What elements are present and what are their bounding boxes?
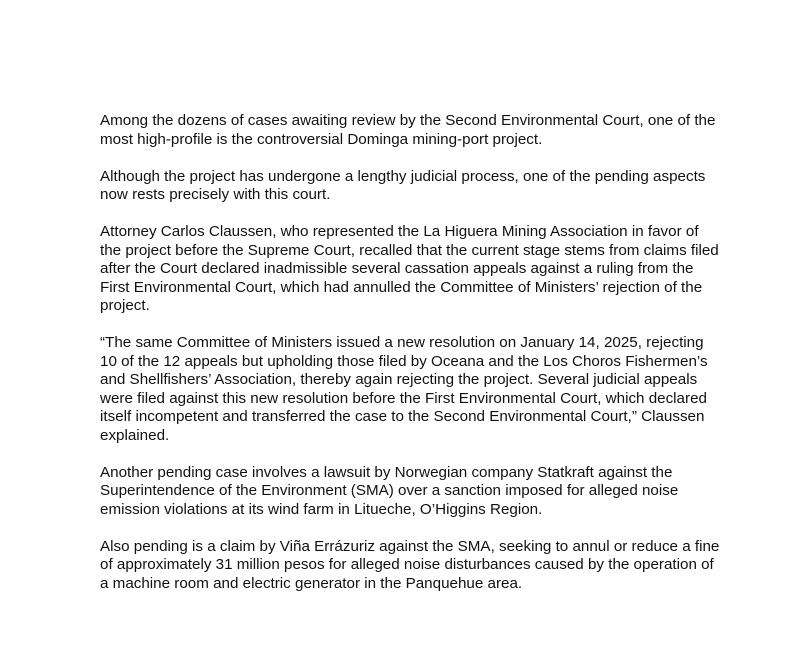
paragraph-dominga-intro: Among the dozens of cases awaiting review by the Second Environmental Court, one of the most high-profile is the controversial Dominga mining-port project. (100, 112, 716, 148)
article-body (100, 112, 720, 593)
paragraph-vina-errazuriz-case: Also pending is a claim by Viña Errázuriz against the SMA, seeking to annul or reduce a fine of approximately 31 million pesos for alleged noise disturbances caused by the operation of a machine room and electric generator in the Panquehue area. (100, 537, 720, 592)
paragraph-statkraft-case: Another pending case involves a lawsuit by Norwegian company Statkraft against the Superintendence of the Environment (SMA) over a sanction imposed for alleged noise emission violations at its wind farm in Litueche, O’Higgins Region. (100, 463, 679, 518)
paragraph-judicial-process: Although the project has undergone a lengthy judicial process, one of the pending aspects now rests precisely with this court. (100, 167, 706, 203)
paragraph-claussen-background: Attorney Carlos Claussen, who represented the La Higuera Mining Association in favor of the project before the Supreme Court, recalled that the current stage stems from claims filed after the Court declared inadmissible several cassation appeals against a ruling from the First Environmental Court, which had annulled the Committee of Ministers’ rejection of the project. (100, 223, 719, 314)
paragraph-claussen-quote: “The same Committee of Ministers issued a new resolution on January 14, 2025, rejecting 10 of the 12 appeals but upholding those filed by Oceana and the Los Choros Fishermen’s and Shellfishers’ Association, thereby again rejecting the project. Several judicial appeals were filed against this new resolution before the First Environmental Court, which declared itself incompetent and transferred the case to the Second Environmental Court,” Claussen explained. (100, 334, 708, 444)
